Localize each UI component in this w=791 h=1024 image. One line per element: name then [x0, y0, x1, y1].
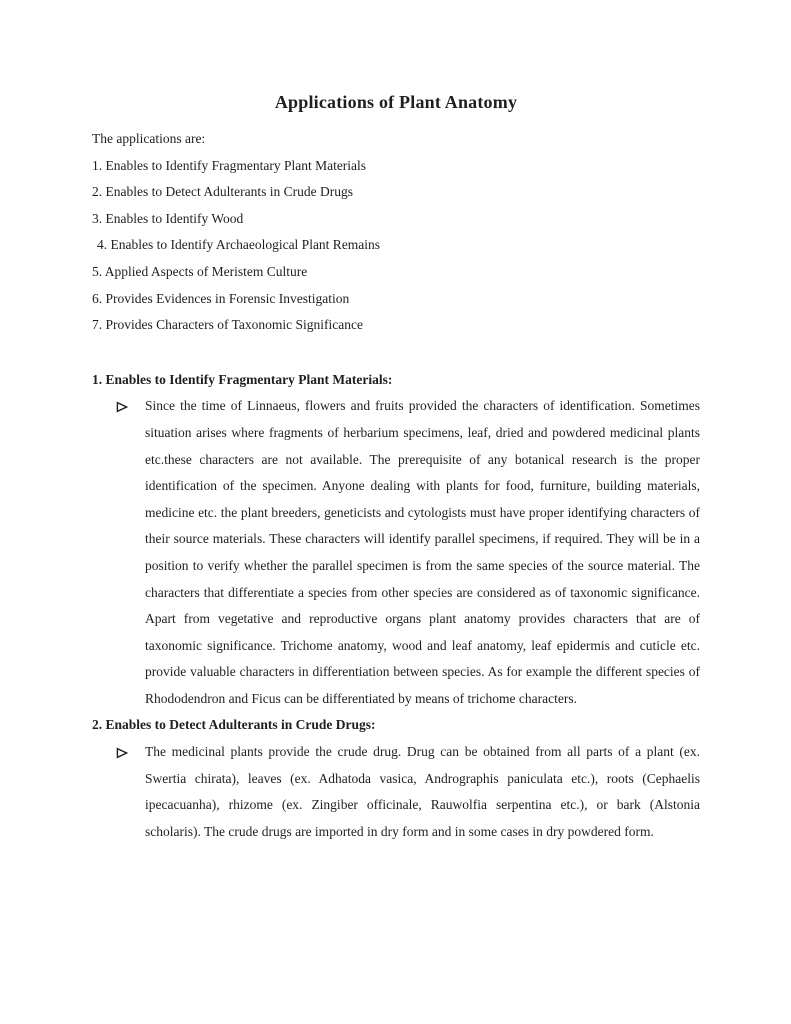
list-item: 5. Applied Aspects of Meristem Culture	[92, 263, 308, 279]
bullet-paragraph: Since the time of Linnaeus, flowers and fruits provided the characters of identification. Sometimes situation arises where fragments of herbarium specimens, leaf, dried and powdered medicinal plants etc.these characters are not available. The prerequisite of any botanical research is the proper identification of the specimen. Anyone dealing with plants for food, furniture, building materials, medicine etc. the plant breeders, geneticists and cytologists must have proper identifying characters of their source materials. These characters will identify parallel specimens, if required. They will be in a position to verify whether the parallel specimen is from the same species of the source material. The characters that differentiate a species from other species are considered as of taxonomic significance. Apart from vegetative and reproductive organs plant anatomy provides characters that are of taxonomic significance. Trichome anatomy, wood and leaf anatomy, leaf epidermis and cuticle etc. provide valuable characters in differentiation between species. As for example the different species of Rhododendron and Ficus can be differentiated by means of trichome characters.	[145, 398, 700, 706]
section-heading: 2. Enables to Detect Adulterants in Crude Drugs:	[92, 717, 376, 733]
list-item: 2. Enables to Detect Adulterants in Crude Drugs	[92, 184, 353, 200]
bullet-item	[92, 393, 700, 712]
bullet-item	[92, 739, 700, 845]
applications-list	[92, 153, 700, 339]
document-title: Applications of Plant Anatomy	[274, 92, 518, 112]
section-adulterants-crude-drugs	[92, 712, 700, 845]
list-item: 7. Provides Characters of Taxonomic Significance	[92, 317, 363, 333]
intro-line: The applications are:	[92, 131, 206, 146]
list-item: 4. Enables to Identify Archaeological Plant Remains	[97, 237, 381, 253]
arrowhead-right-icon	[92, 393, 145, 413]
arrowhead-right-icon	[92, 739, 145, 759]
section-heading: 1. Enables to Identify Fragmentary Plant Materials:	[92, 371, 393, 387]
list-item: 6. Provides Evidences in Forensic Investigation	[92, 290, 350, 306]
section-fragmentary-plant-materials	[92, 367, 700, 713]
list-item: 1. Enables to Identify Fragmentary Plant Materials	[92, 157, 367, 173]
list-item: 3. Enables to Identify Wood	[92, 210, 244, 226]
bullet-paragraph: The medicinal plants provide the crude drug. Drug can be obtained from all parts of a plant (ex. Swertia chirata), leaves (ex. Adhatoda vasica, Andrographis paniculata etc.), roots (Cephaelis ipecacuanha), rhizome (ex. Zingiber officinale, Rauwolfia serpentina etc.), or bark (Alstonia scholaris). The crude drugs are imported in dry form and in some cases in dry powdered form.	[145, 744, 700, 839]
